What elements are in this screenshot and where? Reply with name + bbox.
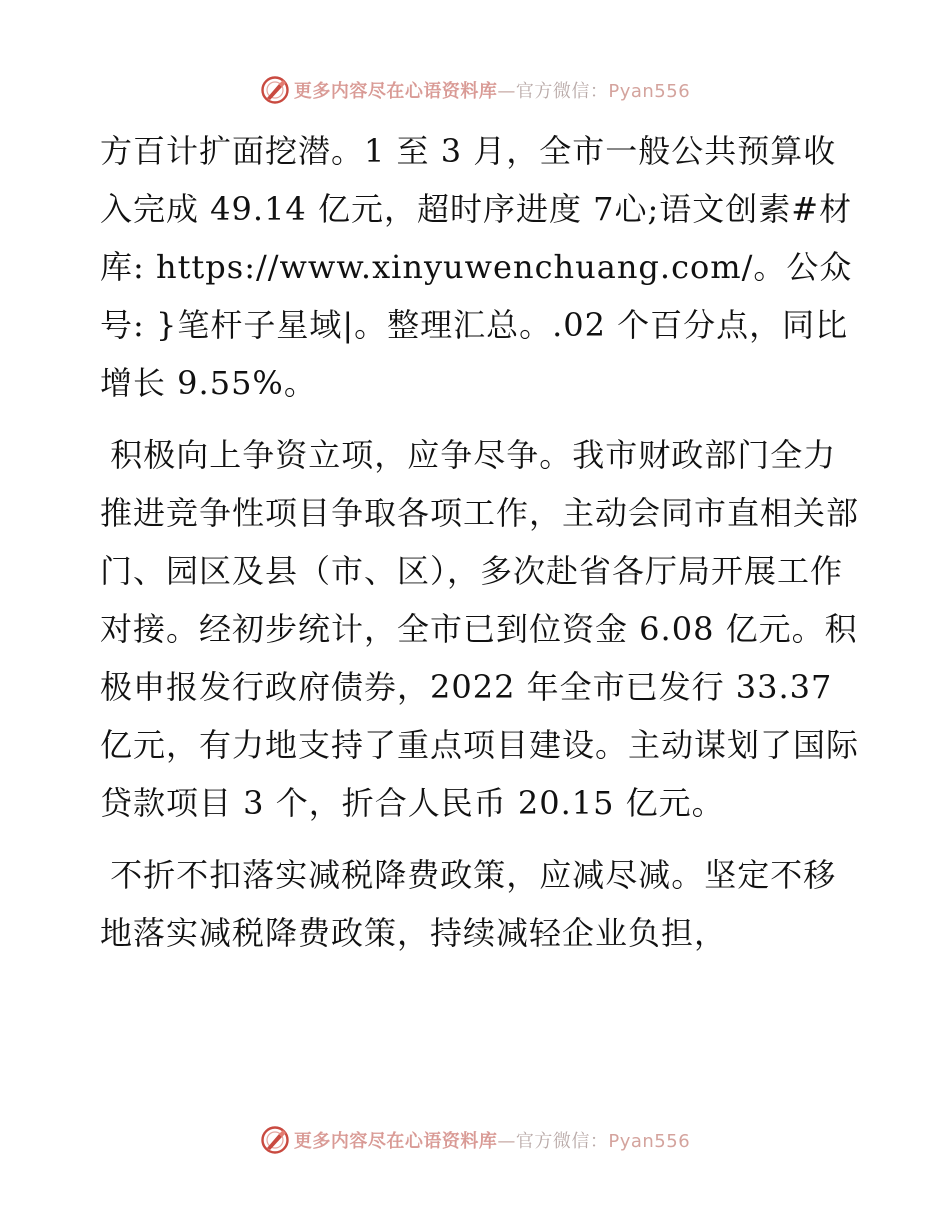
body-text — [100, 122, 860, 962]
footer-watermark — [0, 1120, 950, 1160]
header-watermark — [0, 70, 950, 110]
watermark-text: 更多内容尽在心语资料库—官方微信：Pyan556 — [293, 81, 691, 102]
pen-logo-icon — [260, 75, 290, 105]
watermark-text: 更多内容尽在心语资料库—官方微信：Pyan556 — [293, 1131, 691, 1152]
paragraph-3: 不折不扣落实减税降费政策，应减尽减。坚定不移地落实减税降费政策，持续减轻企业负担， — [100, 856, 837, 952]
pen-logo-icon — [260, 1125, 290, 1155]
paragraph-1: 方百计扩面挖潜。1 至 3 月，全市一般公共预算收入完成 49.14 亿元，超时序进度 7心;语文创素#材库: https://www.xinyuwenchuang.com/。公众号: }笔杆子星域|。整理汇总。.02 个百分点，同比增长 9.55%。 — [100, 132, 853, 402]
paragraph-2: 积极向上争资立项，应争尽争。我市财政部门全力推进竞争性项目争取各项工作，主动会同市直相关部门、园区及县（市、区），多次赴省各厅局开展工作对接。经初步统计，全市已到位资金 6.08 亿元。积极申报发行政府债券，2022 年全市已发行 33.37 亿元，有力地支持了重点项目建设。主动谋划了国际贷款项目 3 个，折合人民币 20.15 亿元。 — [100, 436, 860, 822]
